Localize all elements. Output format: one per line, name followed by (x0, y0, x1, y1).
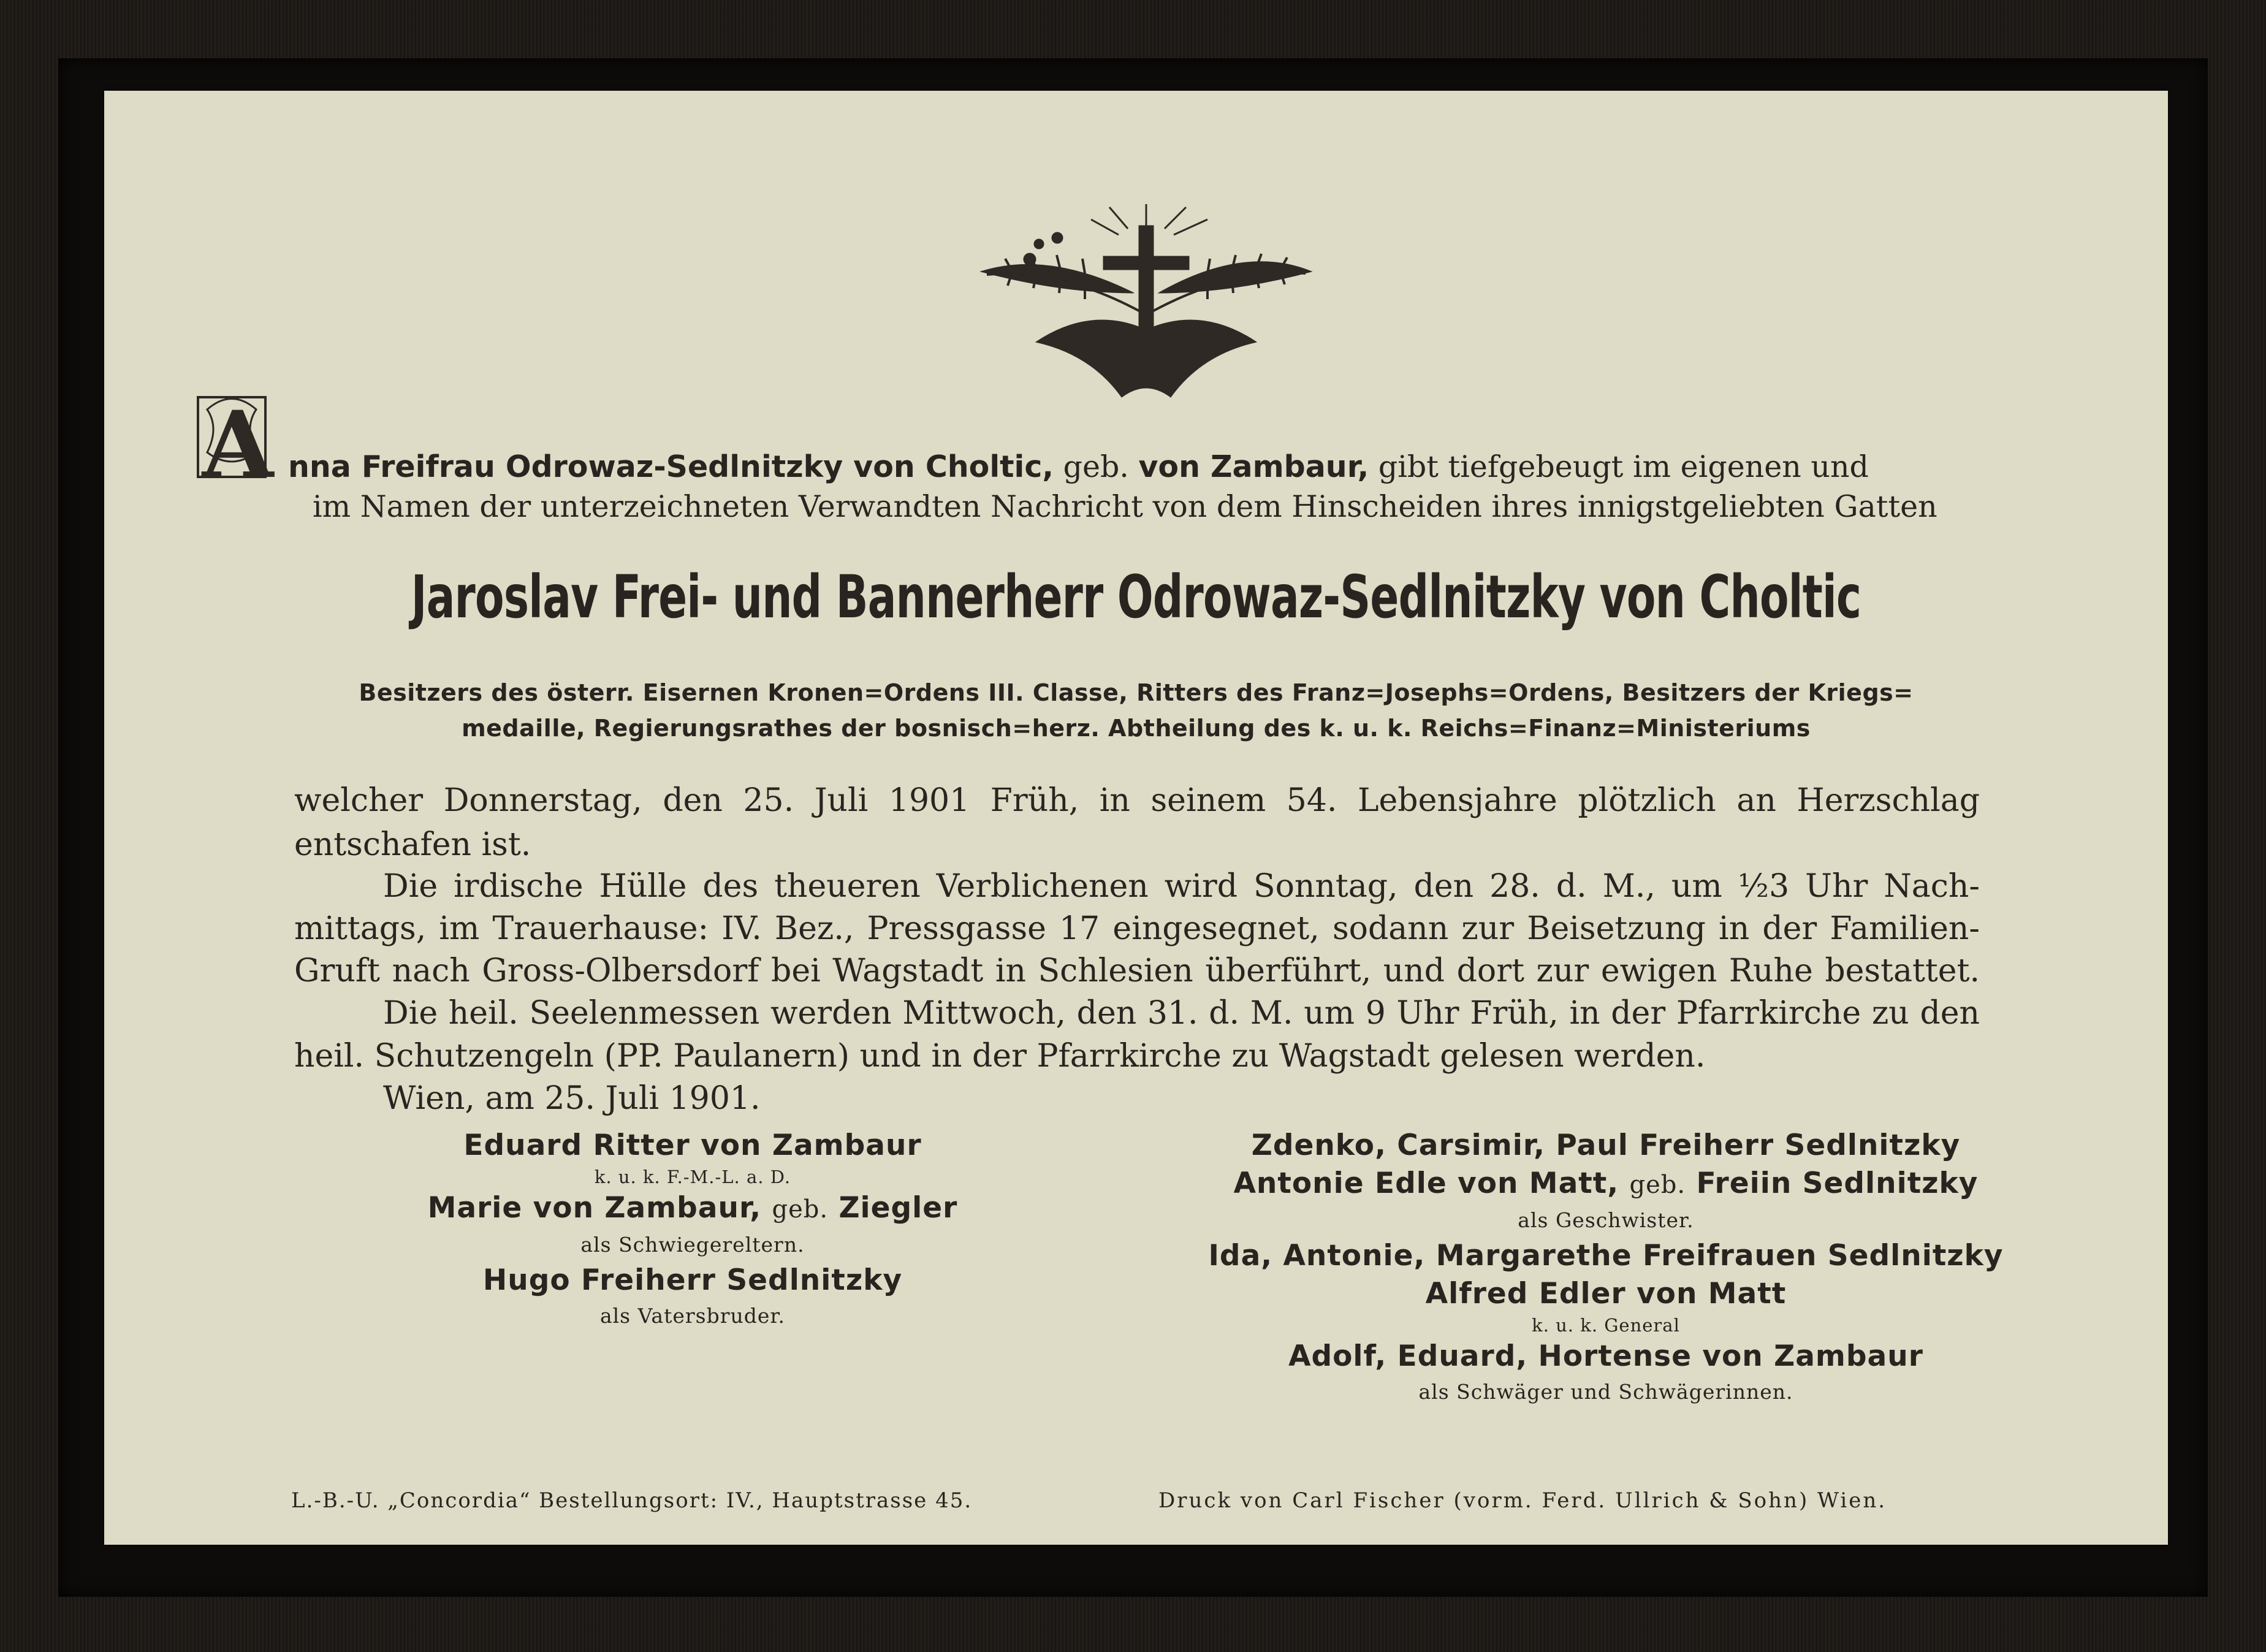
signatories-right (1085, 1127, 2127, 1409)
geb-label: geb. (1063, 449, 1129, 484)
opening-line-1 (288, 449, 2066, 484)
footer-printer: Druck von Carl Fischer (vorm. Ferd. Ullrich & Sohn) Wien. (1158, 1488, 1887, 1513)
body-text-line: heil. Schutzengeln (PP. Paulanern) und in der Pfarrkirche zu Wagstadt gelesen werden. (294, 1038, 1706, 1075)
signatory-name-part: Freiin Sedlnitzky (1696, 1167, 1979, 1200)
signatory-name: Hugo Freiherr Sedlnitzky (482, 1263, 903, 1297)
signatory-name-part: Ziegler (838, 1191, 958, 1225)
geb-label: geb. (772, 1195, 829, 1224)
death-notice-card (104, 91, 2168, 1545)
signatory-name: Eduard Ritter von Zambaur (463, 1129, 922, 1162)
signatory-name-part: Antonie Edle von Matt, (1233, 1167, 1619, 1200)
body-text-line: Gruft nach Gross-Olbersdorf bei Wagstadt in Schlesien überführt, und dort zur ewigen Ruhe bestattet. (294, 953, 1980, 989)
body-text-line: welcher Donnerstag, den 25. Juli 1901 Früh, in seinem 54. Lebensjahre plötzlich an Herzschlag (294, 782, 1980, 819)
body-text-line: Die irdische Hülle des theueren Verblichenen wird Sonntag, den 28. d. M., um ½3 Uhr Nach- (383, 868, 1980, 905)
cross-wreath-emblem (907, 201, 1385, 403)
geb-label: geb. (1629, 1171, 1686, 1199)
titles-line-2: medaille, Regierungsrathes der bosnisch=herz. Abtheilung des k. u. k. Reichs=Finanz=Ministeriums (462, 715, 1811, 742)
signatory-name: Alfred Edler von Matt (1425, 1277, 1787, 1311)
deceased-name: Jaroslav Frei- und Bannerherr Odrowaz-Sedlnitzky von Choltic (411, 563, 1861, 631)
signatory-name (368, 1189, 1017, 1228)
signatories-left (368, 1127, 1017, 1333)
opening-text: gibt tiefgebeugt im eigenen und (1378, 449, 1869, 484)
widow-name: nna Freifrau Odrowaz-Sedlnitzky von Choltic, (288, 449, 1054, 484)
dateline: Wien, am 25. Juli 1901. (383, 1080, 761, 1117)
titles-line-1: Besitzers des österr. Eisernen Kronen=Ordens III. Classe, Ritters des Franz=Josephs=Ordens, Besitzers der Kriegs= (359, 679, 1914, 706)
signatory-name-part: Marie von Zambaur, (427, 1191, 762, 1225)
signatory-name: Zdenko, Carsimir, Paul Freiherr Sedlnitzky (1251, 1129, 1961, 1162)
ornamental-initial (195, 385, 287, 489)
signatory-role: als Geschwister. (1518, 1208, 1694, 1232)
signatory-name (1085, 1165, 2127, 1204)
signatory-name: Adolf, Eduard, Hortense von Zambaur (1288, 1339, 1923, 1373)
body-text-line: entschafen ist. (294, 826, 531, 863)
initial-letter: A (202, 391, 274, 489)
signatory-role: als Schwäger und Schwägerinnen. (1418, 1380, 1793, 1404)
body-text-line: Die heil. Seelenmessen werden Mittwoch, den 31. d. M. um 9 Uhr Früh, in der Pfarrkirche zu den (383, 995, 1980, 1032)
opening-line-2: im Namen der unterzeichneten Verwandten Nachricht von dem Hinscheiden ihres innigstgeliebten Gatten (313, 489, 1937, 524)
maiden-name: von Zambaur, (1138, 449, 1369, 484)
signatory-role: als Schwiegereltern. (580, 1233, 805, 1257)
signatory-name: Ida, Antonie, Margarethe Freifrauen Sedlnitzky (1208, 1239, 2004, 1273)
body-text-line: mittags, im Trauerhause: IV. Bez., Pressgasse 17 eingesegnet, sodann zur Beisetzung in der Familien- (294, 910, 1980, 947)
signatory-role: als Vatersbruder. (599, 1304, 786, 1328)
signatory-role: k. u. k. F.-M.-L. a. D. (594, 1167, 791, 1187)
signatory-role: k. u. k. General (1532, 1315, 1680, 1336)
footer-publisher: L.-B.-U. „Concordia“ Bestellungsort: IV., Hauptstrasse 45. (291, 1488, 973, 1513)
